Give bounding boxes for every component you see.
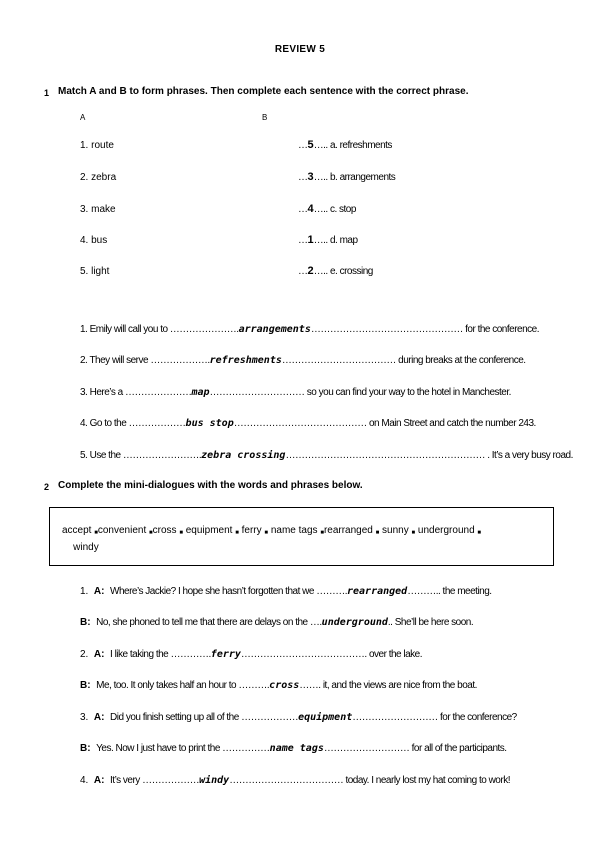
dialogue-start: Me, too. It only takes half an hour to ……….: [96, 680, 270, 691]
sentence-answer: refreshments: [209, 355, 282, 366]
blank-dots: …: [298, 235, 308, 246]
dialogue-end: ……….. the meeting.: [407, 586, 492, 597]
dialogue-number: 3.: [80, 712, 89, 723]
blank-dots: …: [298, 204, 308, 215]
page-title: REVIEW 5: [274, 44, 326, 55]
sentence-item: [80, 450, 573, 461]
sentence-answer: map: [191, 387, 210, 398]
match-answer: 2: [307, 265, 314, 277]
dialogue-answer: ferry: [210, 649, 241, 660]
sentence-item: [80, 418, 536, 429]
sentence-answer: bus stop: [185, 418, 234, 429]
dialogue-number: 2.: [80, 649, 89, 660]
match-a-item: 1. route: [80, 140, 114, 151]
word-bank-item: windy: [73, 542, 99, 553]
match-b-row: [298, 265, 373, 277]
word-bank-item: sunny: [382, 525, 409, 536]
sentence-end: …………………………………… on Main Street and catch the number 243.: [233, 418, 536, 429]
match-b-item: ….. e. crossing: [313, 266, 373, 277]
dialogue-answer: underground: [321, 617, 388, 628]
dialogue-start: Yes. Now I just have to print the ……………: [96, 743, 270, 754]
word-bank-item: equipment: [185, 525, 233, 536]
dialogue-answer: rearranged: [346, 586, 408, 597]
dialogue-answer: name tags: [269, 743, 324, 754]
separator-icon: ■: [149, 530, 153, 536]
sentence-answer: zebra crossing: [201, 450, 286, 461]
speaker-label: A:: [93, 649, 105, 660]
sentence-start: 2. They will serve ……………….: [80, 355, 210, 366]
blank-dots: …: [298, 140, 308, 151]
exercise-1-number: 1: [44, 88, 50, 98]
dialogue-answer: equipment: [298, 712, 353, 723]
word-bank-item: cross: [152, 525, 177, 536]
word-bank-item: ferry: [241, 525, 262, 536]
match-b-row: [298, 203, 356, 215]
separator-icon: ■: [320, 530, 324, 536]
word-bank-item: convenient: [97, 525, 147, 536]
dialogue-line: [80, 712, 517, 723]
dialogue-end: ……. it, and the views are nice from the boat.: [299, 680, 477, 691]
match-a-item: 5. light: [80, 266, 110, 277]
match-answer: 1: [307, 234, 314, 246]
match-a-item: 4. bus: [80, 235, 108, 246]
dialogue-answer: windy: [199, 775, 230, 786]
dialogue-line: [80, 743, 507, 754]
separator-icon: ■: [94, 530, 98, 536]
dialogue-line: [80, 586, 492, 597]
dialogue-number: 1.: [80, 586, 89, 597]
blank-dots: …: [298, 172, 308, 183]
dialogue-answer: cross: [269, 680, 300, 691]
sentence-item: [80, 324, 539, 335]
sentence-item: [80, 355, 526, 366]
match-a-item: 2. zebra: [80, 172, 117, 183]
separator-icon: ■: [411, 530, 416, 536]
speaker-label: B:: [80, 680, 91, 691]
match-answer: 5: [307, 139, 314, 151]
word-bank-item: underground: [417, 525, 475, 536]
match-b-row: [298, 139, 392, 151]
blank-dots: …: [298, 266, 308, 277]
dialogue-start: Where’s Jackie? I hope she hasn’t forgotten that we ……….: [110, 586, 347, 597]
sentence-end: ……………………………… during breaks at the conference.: [281, 355, 526, 366]
separator-icon: ■: [264, 530, 269, 536]
exercise-1-instruction: Match A and B to form phrases. Then complete each sentence with the correct phrase.: [58, 86, 469, 97]
match-answer: 3: [307, 171, 314, 183]
speaker-label: A:: [93, 775, 105, 786]
dialogue-end: .. She’ll be here soon.: [387, 617, 474, 628]
speaker-label: B:: [80, 617, 91, 628]
match-b-row: [298, 171, 395, 183]
dialogue-start: No, she phoned to tell me that there are delays on the ….: [96, 617, 322, 628]
word-bank-box: [49, 507, 554, 566]
sentence-answer: arrangements: [238, 324, 311, 335]
dialogue-line: [80, 649, 422, 660]
sentence-end: ……………………………………………………… . It’s a very busy road.: [285, 450, 573, 461]
dialogue-start: It’s very ………………: [110, 775, 200, 786]
word-bank-item: name tags: [270, 525, 318, 536]
match-b-item: ….. b. arrangements: [313, 172, 396, 183]
dialogue-line: [80, 775, 510, 786]
match-b-row: [298, 234, 358, 246]
dialogue-end: ……………………… for the conference?: [352, 712, 517, 723]
column-b-heading: B: [262, 113, 268, 122]
word-bank-item: accept: [62, 525, 92, 536]
match-b-item: ….. d. map: [313, 235, 358, 246]
separator-icon: ■: [235, 530, 239, 536]
dialogue-end: ……………………… for all of the participants.: [323, 743, 507, 754]
sentence-item: [80, 387, 511, 398]
sentence-start: 3. Here’s a …………………: [80, 387, 192, 398]
speaker-label: B:: [80, 743, 91, 754]
match-a-item: 3. make: [80, 204, 116, 215]
sentence-end: ………………………… so you can find your way to the hotel in Manchester.: [209, 387, 511, 398]
dialogue-start: I like taking the ………….: [110, 649, 211, 660]
dialogue-start: Did you finish setting up all of the ………………: [110, 712, 299, 723]
separator-icon: ■: [375, 530, 380, 536]
separator-icon: ■: [179, 530, 183, 536]
column-a-heading: A: [80, 113, 86, 122]
sentence-end: ………………………………………… for the conference.: [310, 324, 540, 335]
sentence-start: 5. Use the …………………….: [80, 450, 202, 461]
match-answer: 4: [307, 203, 314, 215]
separator-icon: ■: [477, 530, 482, 536]
exercise-2-instruction: Complete the mini-dialogues with the words and phrases below.: [58, 480, 363, 491]
dialogue-line: [80, 680, 477, 691]
dialogue-number: 4.: [80, 775, 89, 786]
dialogue-end: …………………………………. over the lake.: [240, 649, 422, 660]
dialogue-end: ……………………………… today. I nearly lost my hat coming to work!: [229, 775, 510, 786]
dialogue-line: [80, 617, 473, 628]
word-bank: [62, 523, 542, 555]
match-b-item: ….. c. stop: [313, 204, 356, 215]
speaker-label: A:: [93, 586, 105, 597]
speaker-label: A:: [93, 712, 105, 723]
match-b-item: ….. a. refreshments: [313, 140, 392, 151]
sentence-start: 4. Go to the ………………: [80, 418, 186, 429]
word-bank-item: rearranged: [323, 525, 373, 536]
exercise-2-number: 2: [44, 482, 50, 492]
sentence-start: 1. Emily will call you to ………………….: [80, 324, 239, 335]
